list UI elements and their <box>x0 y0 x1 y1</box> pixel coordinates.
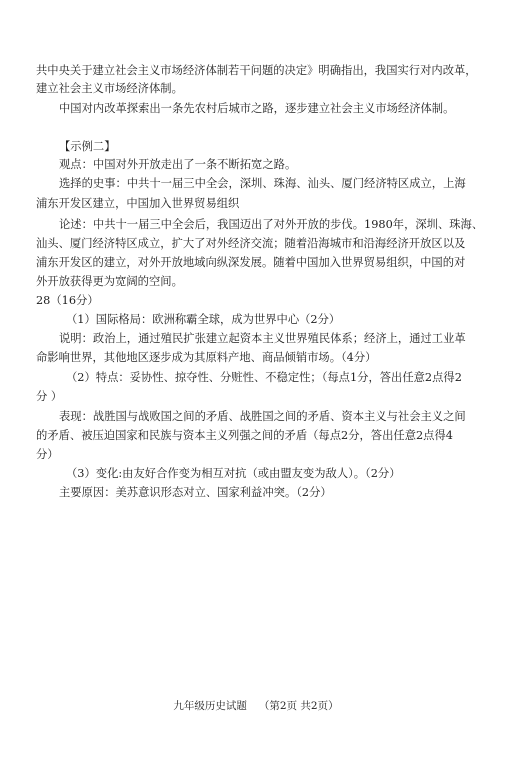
text-line: 分） <box>36 448 59 461</box>
text-line: 中国对内改革探索出一条先农村后城市之路，逐步建立社会主义市场经济体制。 <box>59 102 455 115</box>
text-line: （3）变化:由友好合作变为相互对抗（或由盟友变为敌人）。（2分） <box>66 467 401 480</box>
text-line: 浦东开发区建立，中国加入世界贸易组织 <box>36 197 240 210</box>
text-line: 外开放获得更为宽阔的空间。 <box>36 275 183 288</box>
text-line: 的矛盾、被压迫国家和民族与资本主义列强之间的矛盾（每点2分，答出任意2点得4 <box>36 429 453 442</box>
text-line: 观点：中国对外开放走出了一条不断拓宽之路。 <box>59 158 297 171</box>
text-line: 论述：中共十一届三中全会后，我国迈出了对外开放的步伐。1980年，深圳、珠海、 <box>59 218 484 231</box>
footer-subject: 九年级历史试题 <box>173 700 247 712</box>
text-line: 表现：战胜国与战败国之间的矛盾、战胜国之间的矛盾、资本主义与社会主义之间 <box>59 410 466 423</box>
text-line: （1）国际格局：欧洲称霸全球，成为世界中心（2分） <box>66 313 341 326</box>
text-line: 命影响世界，其他地区逐步成为其原料产地、商品倾销市场。（4分） <box>36 351 377 364</box>
page-footer <box>0 700 512 713</box>
text-line: 说明：政治上，通过殖民扩张建立起资本主义世界殖民体系；经济上，通过工业革 <box>59 332 466 345</box>
text-line: 共中央关于建立社会主义市场经济体制若干问题的决定》明确指出，我国实行对内改革， <box>36 64 477 77</box>
text-line: （2）特点：妥协性、掠夺性、分赃性、不稳定性；（每点1分，答出任意2点得2 <box>66 371 462 384</box>
text-line: 分 ） <box>36 390 63 403</box>
question-number: 28（16分） <box>36 294 99 307</box>
footer-page-info: （第2页 共2页） <box>258 700 339 712</box>
text-line: 主要原因：美苏意识形态对立、国家利益冲突。（2分） <box>59 486 332 499</box>
text-line: 选择的史事：中共十一届三中全会，深圳、珠海、汕头、厦门经济特区成立，上海 <box>59 177 466 190</box>
text-line: 汕头、厦门经济特区成立，扩大了对外经济交流；随着沿海城市和沿海经济开放区以及 <box>36 237 466 250</box>
example-heading: 【示例二】 <box>59 140 116 153</box>
text-line: 建立社会主义市场经济体制。 <box>36 82 183 95</box>
text-line: 浦东开发区的建立，对外开放地域向纵深发展。随着中国加入世界贸易组织，中国的对 <box>36 256 466 269</box>
